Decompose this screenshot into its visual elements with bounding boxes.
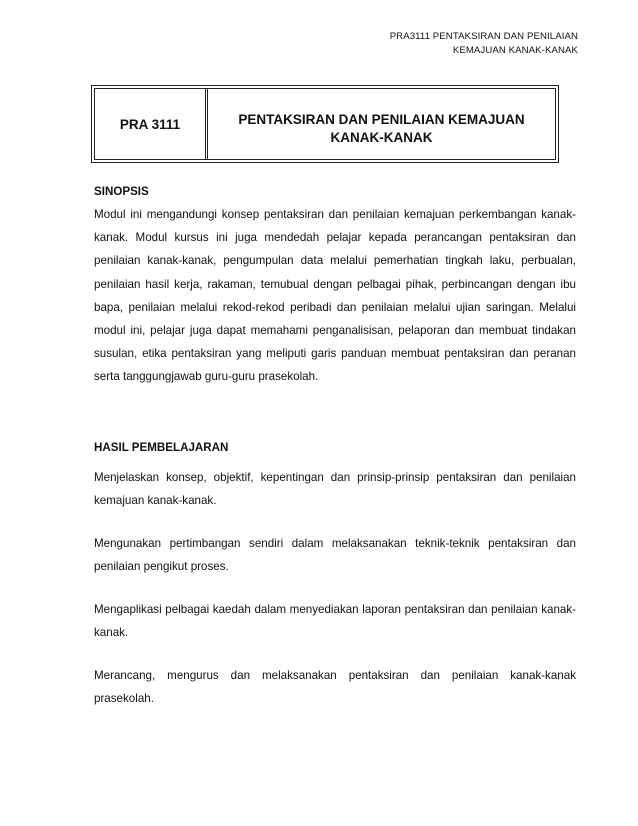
course-code: PRA 3111 [95, 89, 208, 159]
learning-outcome-4: Merancang, mengurus dan melaksanakan pentaksiran dan penilaian kanak-kanak prasekolah. [94, 669, 576, 706]
hasil-pembelajaran-heading: HASIL PEMBELAJARAN [94, 441, 229, 454]
learning-outcome-1: Menjelaskan konsep, objektif, kepentingan dan prinsip-prinsip pentaksiran dan penilaian kemajuan kanak-kanak. [94, 471, 576, 508]
sinopsis-heading: SINOPSIS [94, 185, 149, 198]
course-name: PENTAKSIRAN DAN PENILAIAN KEMAJUAN KANAK-KANAK [238, 112, 525, 145]
running-header [390, 30, 578, 58]
learning-outcome-2: Mengunakan pertimbangan sendiri dalam melaksanakan teknik-teknik pentaksiran dan penilaian pengikut proses. [94, 537, 576, 574]
running-header-line-1: PRA3111 PENTAKSIRAN DAN PENILAIAN [389, 31, 578, 42]
learning-outcome-3: Mengaplikasi pelbagai kaedah dalam menyediakan laporan pentaksiran dan penilaian kanak-kanak. [94, 603, 576, 640]
course-title-table [94, 88, 556, 160]
running-header-line-2: KEMAJUAN KANAK-KANAK [452, 45, 578, 56]
sinopsis-body: Modul ini mengandungi konsep pentaksiran dan penilaian kemajuan perkembangan kanak-kanak. Modul kursus ini juga mendedah pelajar kepada perancangan pentaksiran dan penilaian kanak-kanak, pengumpulan data melalui pemerhatian tingkah laku, perbualan, penilaian hasil kerja, rakaman, temubual dengan pelbagai pihak, perbincangan dengan ibu bapa, penilaian melalui rekod-rekod peribadi dan penilaian melalui ujian saringan. Melalui modul ini, pelajar juga dapat memahami penganalisisan, pelaporan dan membuat tindakan susulan, etika pentaksiran yang meliputi garis panduan membuat pentaksiran dan peranan serta tanggungjawab guru-guru prasekolah. [94, 208, 576, 384]
